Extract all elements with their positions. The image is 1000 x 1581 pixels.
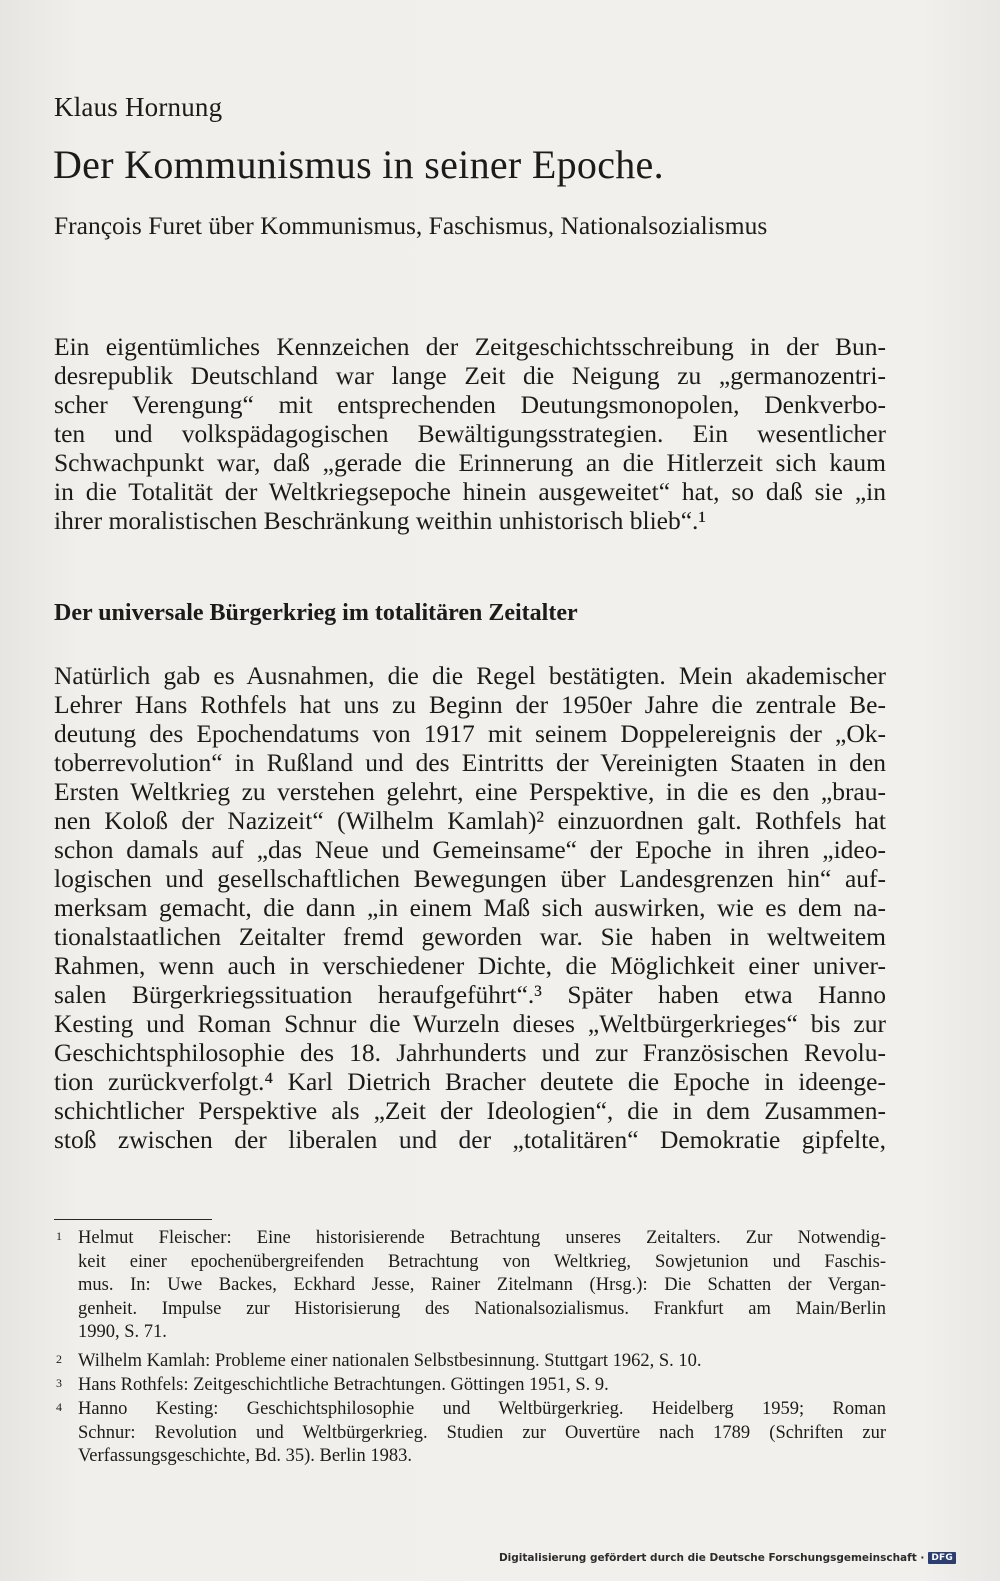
footnote-line: mus. In: Uwe Backes, Eckhard Jesse, Rainer Zitelmann (Hrsg.): Die Schatten der Vergan-	[78, 1275, 886, 1295]
author-name: Klaus Hornung	[54, 92, 223, 122]
footnote-line: Wilhelm Kamlah: Probleme einer nationalen Selbstbesinnung. Stuttgart 1962, S. 10.	[78, 1351, 702, 1371]
footnote-number: 4	[56, 1400, 62, 1414]
text-line: Natürlich gab es Ausnahmen, die die Regel bestätigten. Mein akademischer	[54, 661, 886, 690]
text-line: ten und volkspädagogischen Bewältigungsstrategien. Ein wesentlicher	[54, 419, 886, 448]
footnote-number: 1	[56, 1229, 62, 1243]
footnote-line: genheit. Impulse zur Historisierung des Nationalsozialismus. Frankfurt am Main/Berlin	[78, 1298, 886, 1319]
text-line: Ersten Weltkrieg zu verstehen gelehrt, eine Perspektive, in die es den „brau-	[54, 777, 886, 806]
text-line: desrepublik Deutschland war lange Zeit die Neigung zu „germanozentri-	[54, 361, 886, 390]
text-line: Lehrer Hans Rothfels hat uns zu Beginn der 1950er Jahre die zentrale Be-	[54, 690, 886, 719]
intro-paragraph	[54, 332, 886, 535]
footnote	[54, 1374, 886, 1398]
credit-text: Digitalisierung gefördert durch die Deutsche Forschungsgemeinschaft ·	[498, 1552, 925, 1564]
text-line: tionalstaatlichen Zeitalter fremd geworden war. Sie haben in weltweitem	[54, 922, 886, 951]
footnote-line: Schnur: Revolution und Weltbürgerkrieg. Studien zur Ouvertüre nach 1789 (Schriften zur	[78, 1422, 886, 1443]
dfg-logo-icon: DFG	[928, 1552, 956, 1564]
text-line: deutung des Epochendatums von 1917 mit seinem Doppelereignis der „Ok-	[54, 719, 886, 748]
footnote	[54, 1227, 886, 1345]
text-line: Schwachpunkt war, daß „gerade die Erinnerung an die Hitlerzeit sich kaum	[54, 448, 886, 477]
footnote-line: Helmut Fleischer: Eine historisierende Betrachtung unseres Zeitalters. Zur Notwendig-	[78, 1228, 886, 1248]
text-line: toberrevolution“ in Rußland und des Eintritts der Vereinigten Staaten in den	[54, 748, 886, 777]
text-line: schichtlicher Perspektive als „Zeit der Ideologien“, die in dem Zusammen-	[54, 1096, 886, 1125]
text-line: Geschichtsphilosophie des 18. Jahrhunderts und zur Französischen Revolu-	[54, 1038, 886, 1067]
text-line: Kesting und Roman Schnur die Wurzeln dieses „Weltbürgerkrieges“ bis zur	[54, 1009, 886, 1038]
text-line: scher Verengung“ mit entsprechenden Deutungsmonopolen, Denkverbo-	[54, 390, 886, 419]
footnote-line: keit einer epochenübergreifenden Betrachtung von Weltkrieg, Sowjetunion und Faschis-	[78, 1251, 886, 1272]
digitization-credit	[499, 1552, 956, 1564]
body-paragraph	[54, 661, 886, 1154]
text-line: ihrer moralistischen Beschränkung weithin unhistorisch blieb“.¹	[54, 506, 707, 535]
article-subtitle: François Furet über Kommunismus, Faschismus, Nationalsozialismus	[54, 211, 768, 240]
text-line: Ein eigentümliches Kennzeichen der Zeitgeschichtsschreibung in der Bun-	[54, 332, 886, 361]
footnote-line: Hans Rothfels: Zeitgeschichtliche Betrachtungen. Göttingen 1951, S. 9.	[78, 1375, 609, 1395]
footnote-line: Verfassungsgeschichte, Bd. 35). Berlin 1983.	[78, 1446, 412, 1466]
text-line: logischen und gesellschaftlichen Bewegungen über Landesgrenzen hin“ auf-	[54, 864, 886, 893]
text-line: schon damals auf „das Neue und Gemeinsame“ der Epoche in ihren „ideo-	[54, 835, 886, 864]
text-line: tion zurückverfolgt.⁴ Karl Dietrich Bracher deutete die Epoche in ideenge-	[54, 1067, 886, 1096]
text-line: salen Bürgerkriegssituation heraufgeführt“.³ Später haben etwa Hanno	[54, 980, 886, 1009]
footnote-line: 1990, S. 71.	[78, 1322, 167, 1342]
footnote-number: 3	[56, 1376, 62, 1390]
footnote-number: 2	[56, 1352, 62, 1366]
text-line: Rahmen, wenn auch in verschiedener Dichte, die Möglichkeit einer univer-	[54, 951, 886, 980]
text-line: nen Koloß der Nazizeit“ (Wilhelm Kamlah)² einzuordnen galt. Rothfels hat	[54, 806, 886, 835]
text-line: merksam gemacht, die dann „in einem Maß sich auswirken, wie es dem na-	[54, 893, 886, 922]
section-heading: Der universale Bürgerkrieg im totalitären Zeitalter	[54, 600, 578, 626]
footnote-line: Hanno Kesting: Geschichtsphilosophie und Weltbürgerkrieg. Heidelberg 1959; Roman	[78, 1399, 886, 1419]
text-line: in die Totalität der Weltkriegsepoche hinein ausgeweitet“ hat, so daß sie „in	[54, 477, 886, 506]
footnote	[54, 1398, 886, 1469]
footnote-divider	[54, 1219, 212, 1220]
text-line: stoß zwischen der liberalen und der „totalitären“ Demokratie gipfelte,	[54, 1125, 886, 1154]
article-title: Der Kommunismus in seiner Epoche.	[53, 142, 664, 187]
footnote	[54, 1350, 886, 1374]
